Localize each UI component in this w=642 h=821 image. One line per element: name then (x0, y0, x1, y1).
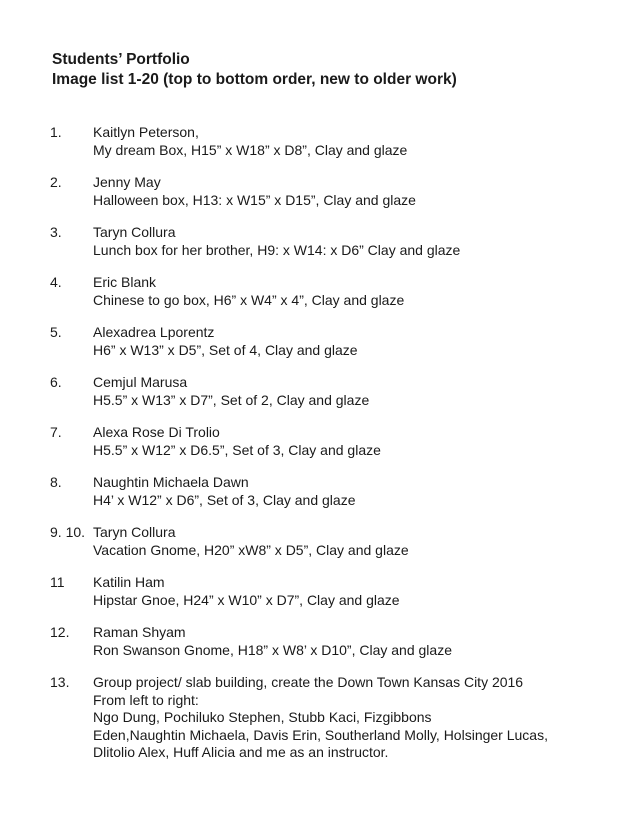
list-item (0, 124, 642, 159)
list-item-heading-line: Group project/ slab building, create the Down Town Kansas City 2016 (93, 674, 524, 690)
list-item-number: 3. (50, 224, 62, 240)
list-item-number: 4. (50, 274, 62, 290)
list-item-number: 6. (50, 374, 62, 390)
list-item-detail-line: H5.5” x W12” x D6.5”, Set of 3, Clay and glaze (93, 441, 381, 458)
list-item-text (93, 124, 593, 159)
list-item-detail-line: Chinese to go box, H6” x W4” x 4”, Clay and glaze (93, 291, 405, 308)
page-title: Students’ Portfolio (52, 51, 190, 68)
list-item-heading-line: Taryn Collura (93, 224, 176, 240)
list-item-text (93, 174, 593, 209)
list-item-number: 1. (50, 124, 62, 140)
list-item (0, 274, 642, 309)
list-item-text (93, 274, 593, 309)
list-item-text (93, 474, 593, 509)
list-item-text (93, 224, 593, 259)
list-item-detail-line: Vacation Gnome, H20” xW8” x D5”, Clay and glaze (93, 541, 409, 558)
list-item-heading-line: Taryn Collura (93, 524, 176, 540)
list-item (0, 524, 642, 559)
list-item-detail-line: Ngo Dung, Pochiluko Stephen, Stubb Kaci, Fizgibbons (93, 709, 432, 725)
list-item-detail-line: Eden,Naughtin Michaela, Davis Erin, Southerland Molly, Holsinger Lucas, (93, 726, 548, 743)
list-item-heading-line: Alexadrea Lporentz (93, 324, 215, 340)
document-header (52, 50, 457, 90)
list-item (0, 474, 642, 509)
list-item-number: 12. (50, 624, 70, 640)
list-item (0, 424, 642, 459)
list-item-text (93, 574, 593, 609)
list-item-number: 2. (50, 174, 62, 190)
list-item-heading-line: Raman Shyam (93, 624, 186, 640)
list-item-detail-line: H6” x W13” x D5”, Set of 4, Clay and glaze (93, 341, 358, 358)
list-item-heading-line: Jenny May (93, 174, 161, 190)
list-item (0, 574, 642, 609)
list-item-detail-line: From left to right: (93, 691, 199, 708)
list-item-heading-line: Naughtin Michaela Dawn (93, 474, 249, 490)
list-item-text (93, 674, 593, 762)
list-item-number: 11 (50, 574, 65, 590)
list-item-number: 8. (50, 474, 62, 490)
list-item-text (93, 424, 593, 459)
list-item (0, 674, 642, 762)
list-item-number: 5. (50, 324, 62, 340)
list-item-heading-line: Cemjul Marusa (93, 374, 188, 390)
page-subtitle: Image list 1-20 (top to bottom order, new to older work) (52, 71, 457, 88)
list-item-detail-line: Hipstar Gnoe, H24” x W10” x D7”, Clay and glaze (93, 591, 400, 608)
list-item-number: 7. (50, 424, 62, 440)
list-item-heading-line: Eric Blank (93, 274, 157, 290)
list-item-detail-line: My dream Box, H15” x W18” x D8”, Clay and glaze (93, 141, 408, 158)
list-item-detail-line: Halloween box, H13: x W15” x D15”, Clay and glaze (93, 191, 416, 208)
list-item-number: 9. 10. (50, 524, 86, 540)
list-item-detail-line: Ron Swanson Gnome, H18” x W8’ x D10”, Clay and glaze (93, 641, 452, 658)
list-item (0, 174, 642, 209)
list-item-detail-line: H4’ x W12” x D6”, Set of 3, Clay and glaze (93, 491, 356, 508)
image-list (0, 124, 642, 777)
list-item-text (93, 374, 593, 409)
list-item-detail-line: Dlitolio Alex, Huff Alicia and me as an instructor. (93, 744, 389, 760)
list-item (0, 374, 642, 409)
list-item-heading-line: Katilin Ham (93, 574, 165, 590)
list-item-text (93, 324, 593, 359)
list-item (0, 224, 642, 259)
list-item-detail-line: H5.5” x W13” x D7”, Set of 2, Clay and glaze (93, 391, 370, 408)
list-item-detail-line: Lunch box for her brother, H9: x W14: x D6” Clay and glaze (93, 241, 461, 258)
list-item-heading-line: Alexa Rose Di Trolio (93, 424, 220, 440)
list-item-heading-line: Kaitlyn Peterson, (93, 124, 199, 140)
list-item-text (93, 524, 593, 559)
list-item-text (93, 624, 593, 659)
list-item (0, 624, 642, 659)
list-item (0, 324, 642, 359)
list-item-number: 13. (50, 674, 70, 690)
